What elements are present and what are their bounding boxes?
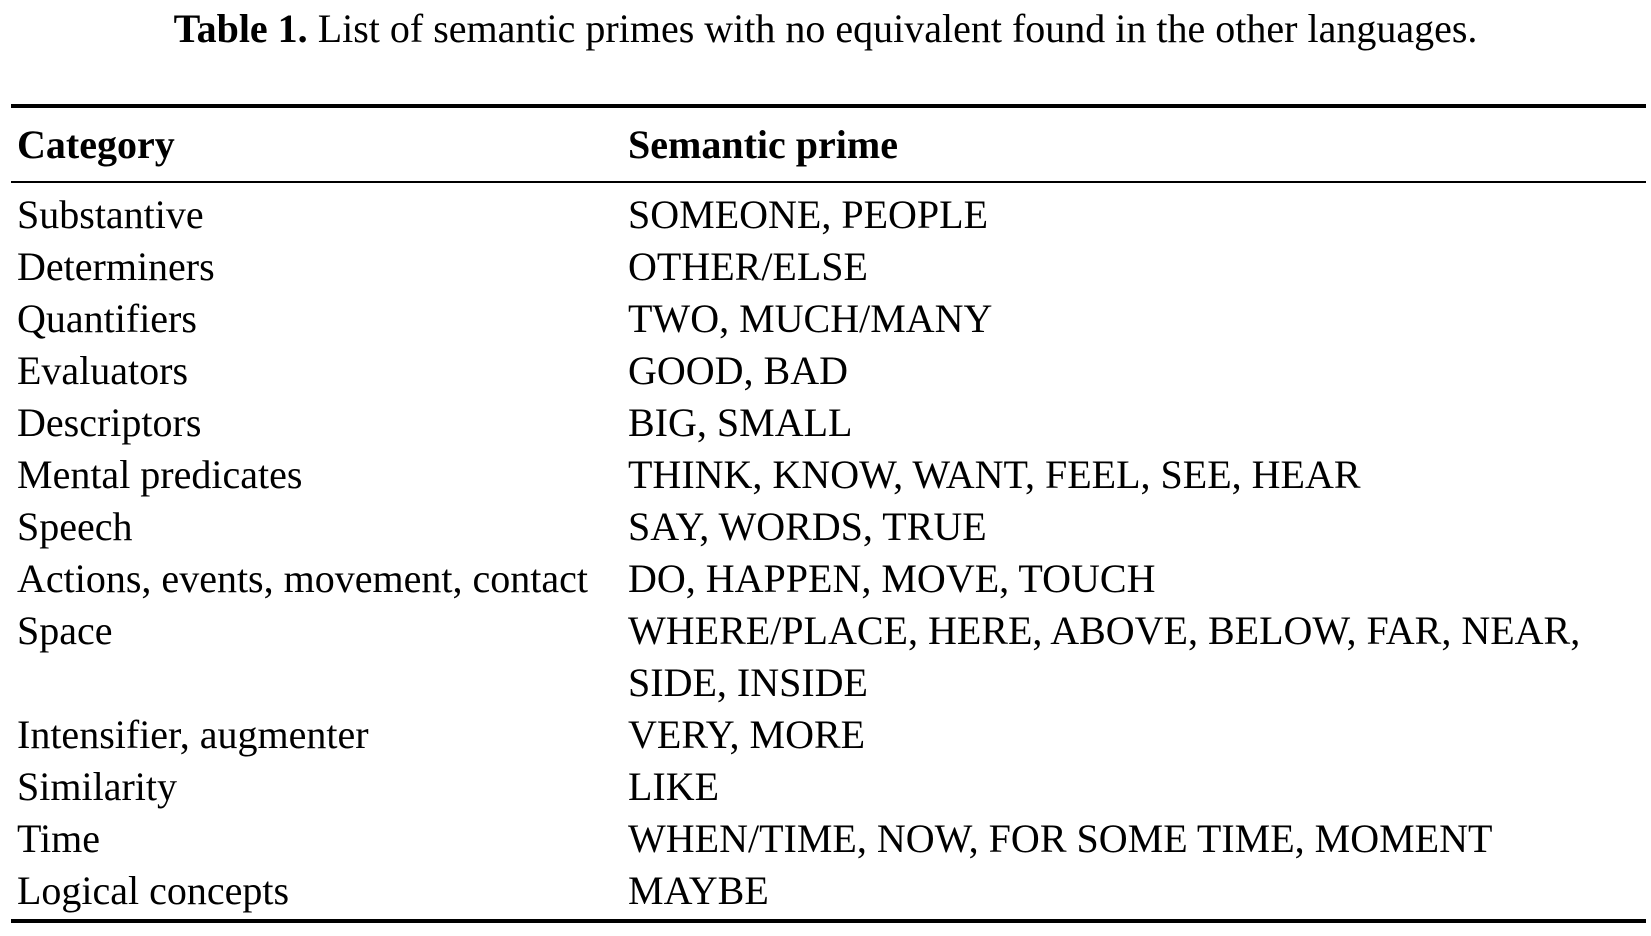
row-semantic-prime: DO, HAPPEN, MOVE, TOUCH xyxy=(628,556,1156,601)
row-category: Intensifier, augmenter xyxy=(17,712,369,757)
row-semantic-prime: GOOD, BAD xyxy=(628,348,848,393)
row-category: Evaluators xyxy=(17,348,189,393)
row-category: Determiners xyxy=(17,244,215,289)
row-category: Speech xyxy=(17,504,133,549)
table-body xyxy=(11,183,1646,917)
row-category: Descriptors xyxy=(17,400,202,445)
semantic-primes-table xyxy=(11,104,1646,923)
table-row xyxy=(11,345,1646,397)
row-category: Time xyxy=(17,816,101,861)
table-row xyxy=(11,761,1646,813)
row-category: Mental predicates xyxy=(17,452,303,497)
row-semantic-prime: MAYBE xyxy=(628,868,769,913)
row-semantic-prime: WHEN/TIME, NOW, FOR SOME TIME, MOMENT xyxy=(628,816,1493,861)
row-semantic-prime: VERY, MORE xyxy=(628,712,866,757)
caption-text: List of semantic primes with no equivalent found in the other languages. xyxy=(317,6,1478,51)
table-row xyxy=(11,501,1646,553)
row-semantic-prime: SAY, WORDS, TRUE xyxy=(628,504,987,549)
table-header-row xyxy=(11,108,1646,181)
row-category: Space xyxy=(17,608,113,653)
table-row xyxy=(11,813,1646,865)
row-category: Similarity xyxy=(17,764,177,809)
table-row xyxy=(11,449,1646,501)
table-caption xyxy=(0,4,1651,54)
table-row xyxy=(11,709,1646,761)
row-semantic-prime: LIKE xyxy=(628,764,720,809)
table-row xyxy=(11,865,1646,917)
row-semantic-prime: TWO, MUCH/MANY xyxy=(628,296,993,341)
header-category: Category xyxy=(17,121,175,167)
row-semantic-prime: SOMEONE, PEOPLE xyxy=(628,192,989,237)
table-row xyxy=(11,553,1646,605)
row-semantic-prime: WHERE/PLACE, HERE, ABOVE, BELOW, FAR, NEAR, SIDE, INSIDE xyxy=(628,608,1581,705)
table-row xyxy=(11,293,1646,345)
row-semantic-prime: THINK, KNOW, WANT, FEEL, SEE, HEAR xyxy=(628,452,1361,497)
row-category: Quantifiers xyxy=(17,296,197,341)
row-category: Substantive xyxy=(17,192,204,237)
row-category: Logical concepts xyxy=(17,868,290,913)
table-row xyxy=(11,605,1646,709)
table-row xyxy=(11,189,1646,241)
table-row xyxy=(11,397,1646,449)
row-category: Actions, events, movement, contact xyxy=(17,556,588,601)
table-bottom-rule xyxy=(11,919,1646,923)
row-semantic-prime: OTHER/ELSE xyxy=(628,244,868,289)
caption-label: Table 1. xyxy=(173,6,308,51)
row-semantic-prime: BIG, SMALL xyxy=(628,400,853,445)
table-row xyxy=(11,241,1646,293)
header-semantic-prime: Semantic prime xyxy=(628,121,898,167)
